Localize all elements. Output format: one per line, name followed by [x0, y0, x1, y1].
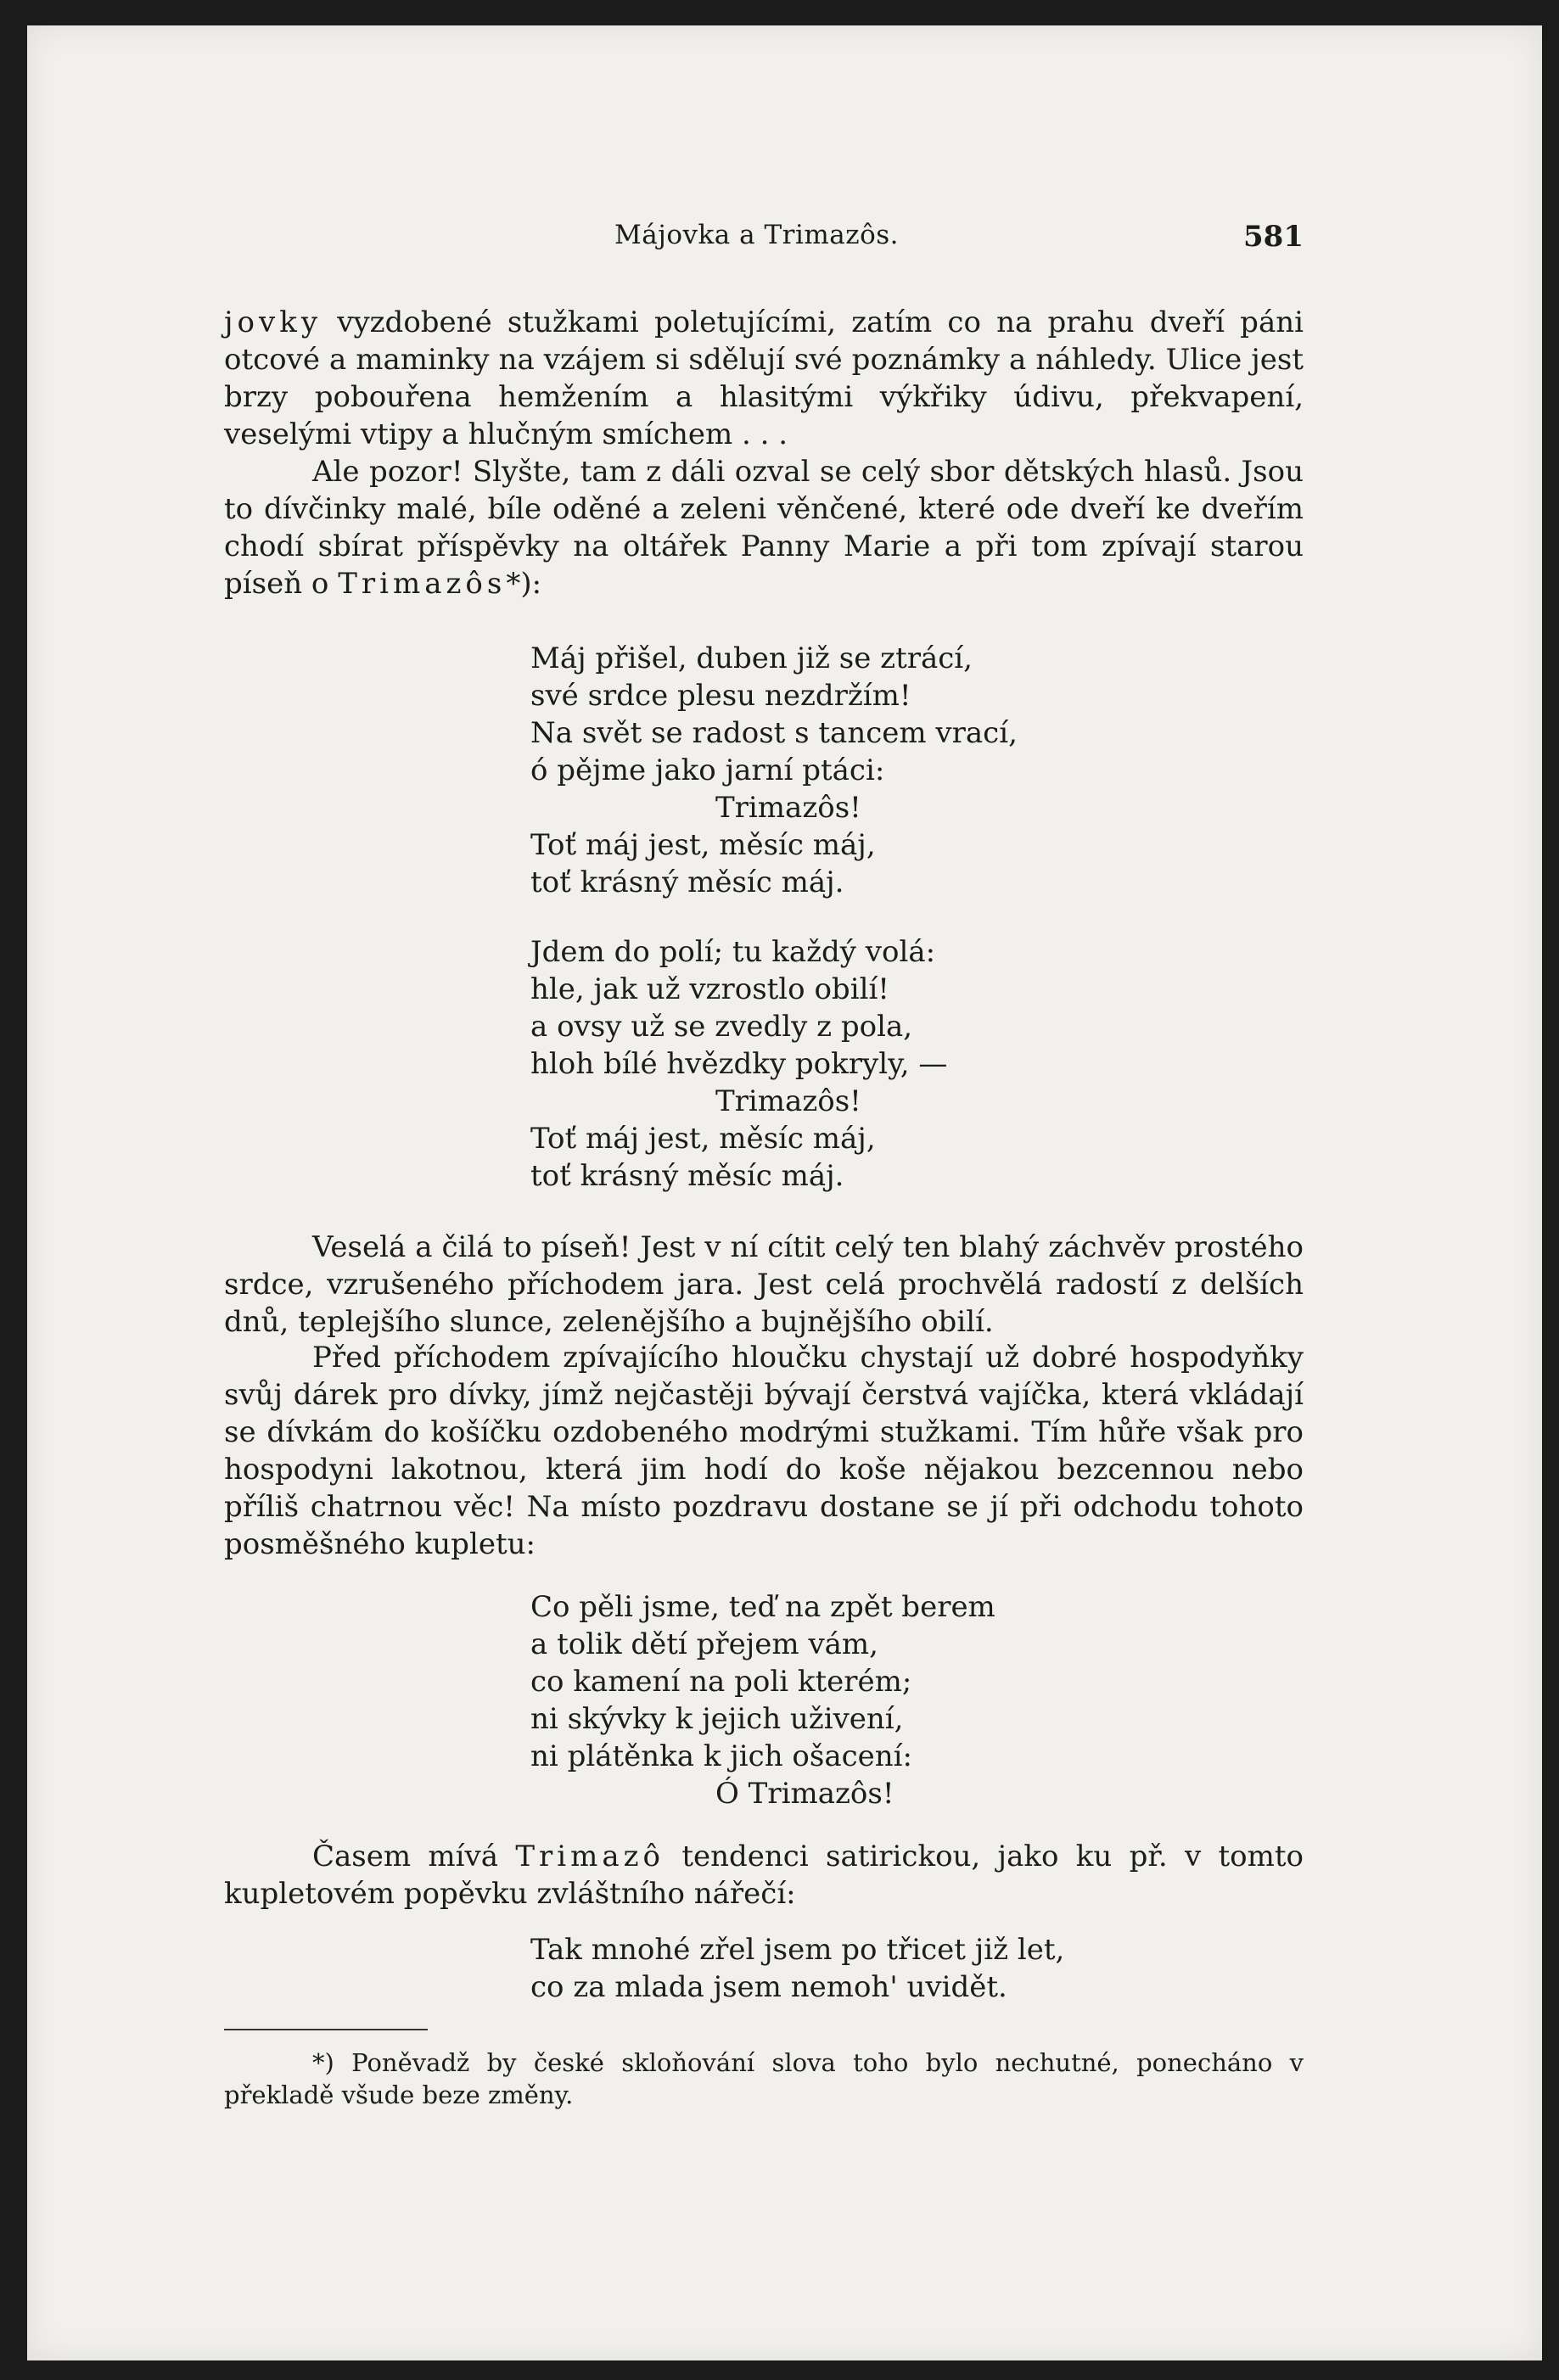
- verse-refrain: Trimazôs!: [715, 791, 861, 825]
- paragraph-text: Veselá a čilá to píseň! Jest v ní cítit celý ten blahý záchvěv prostého srdce, vzrušeného příchodem jara. Jest celá prochvělá radostí z delších dnů, teplejšího slunce, zelenějšího a bujnějšího obilí.: [224, 1230, 1304, 1339]
- verse-refrain: Ó Trimazôs!: [715, 1777, 894, 1811]
- spaced-word: Trimazôs: [338, 567, 507, 601]
- verse-line: své srdce plesu nezdržím!: [530, 679, 911, 713]
- spaced-word: jovky: [224, 305, 322, 339]
- paragraph-2: [224, 453, 1304, 602]
- verse-line: ni plátěnka k jich ošacení:: [530, 1739, 913, 1773]
- verse-line: Máj přišel, duben již se ztrácí,: [530, 641, 973, 675]
- verse-line: Toť máj jest, měsíc máj,: [530, 1122, 876, 1156]
- verse-line: hloh bílé hvězdky pokryly, —: [530, 1047, 948, 1081]
- footnote-text: *) Poněvadž by české skloňování slova toho bylo nechutné, ponecháno v překladě všude beze změny.: [224, 2048, 1304, 2109]
- paragraph-3: [224, 1229, 1304, 1341]
- paragraph-text: Časem mívá: [312, 1840, 516, 1873]
- song-kuplet: [530, 1588, 1124, 1812]
- verse-line: Tak mnohé zřel jsem po třicet již let,: [530, 1933, 1065, 1967]
- paragraph-5: [224, 1838, 1304, 1912]
- verse-line: toť krásný měsíc máj.: [530, 865, 844, 899]
- verse-line: Jdem do polí; tu každý volá:: [530, 935, 936, 969]
- verse-line: toť krásný měsíc máj.: [530, 1159, 844, 1193]
- song-stanza-2: [530, 933, 1124, 1195]
- verse-line: Na svět se radost s tancem vrací,: [530, 716, 1018, 750]
- paragraph-text: Před příchodem zpívajícího hloučku chystají už dobré hospodyňky svůj dárek pro dívky, jímž nejčastěji bývají čerstvá vajíčka, která vkládají se dívkám do košíčku ozdobeného modrými stužkami. Tím hůře však pro hospodyni lakotnou, která jim hodí do koše nějakou bezcennou nebo příliš chatrnou věc! Na místo pozdravu dostane se jí při odchodu tohoto posměšného kupletu:: [224, 1341, 1304, 1561]
- verse-line: Toť máj jest, měsíc máj,: [530, 828, 876, 862]
- verse-line: a ovsy už se zvedly z pola,: [530, 1010, 913, 1044]
- footnote: [224, 2047, 1304, 2111]
- paragraph-1: [224, 304, 1304, 453]
- paragraph-text: vyzdobené stužkami poletujícími, zatím co na prahu dveří páni otcové a maminky na vzájem si sdělují své poznámky a náhledy. Ulice jest brzy pobouřena hemžením a hlasitými výkřiky údivu, překvapení, veselými vtipy a hlučným smíchem . . .: [224, 305, 1304, 451]
- verse-line: co za mlada jsem nemoh' uvidět.: [530, 1970, 1007, 2004]
- verse-line: ó pějme jako jarní ptáci:: [530, 753, 885, 787]
- footnote-marker: *):: [506, 567, 542, 601]
- verse-refrain: Trimazôs!: [715, 1084, 861, 1118]
- paragraph-text: Ale pozor! Slyšte, tam z dáli ozval se celý sbor dětských hlasů. Jsou to dívčinky malé, bíle oděné a zeleni věnčené, které ode dveří ke dveřím chodí sbírat příspěvky na oltářek Panny Marie a při tom zpívají starou píseň o: [224, 455, 1304, 601]
- page-header: [224, 220, 1304, 262]
- verse-line: hle, jak už vzrostlo obilí!: [530, 972, 889, 1006]
- verse-line: Co pěli jsme, teď na zpět berem: [530, 1590, 995, 1624]
- running-head: Májovka a Trimazôs.: [614, 220, 900, 250]
- song-dialect: [530, 1931, 1124, 2006]
- verse-line: a tolik dětí přejem vám,: [530, 1627, 878, 1661]
- page-number: 581: [1243, 220, 1304, 254]
- paragraph-text: tendenci satirickou, jako ku př. v tomto kupletovém popěvku zvláštního nářečí:: [224, 1840, 1304, 1911]
- song-stanza-1: [530, 640, 1124, 901]
- footnote-rule: [224, 2029, 428, 2030]
- verse-line: co kamení na poli kterém;: [530, 1665, 912, 1699]
- paragraph-4: [224, 1339, 1304, 1563]
- verse-line: ni skývky k jejich uživení,: [530, 1702, 904, 1736]
- spaced-word: Trimazô: [515, 1840, 665, 1873]
